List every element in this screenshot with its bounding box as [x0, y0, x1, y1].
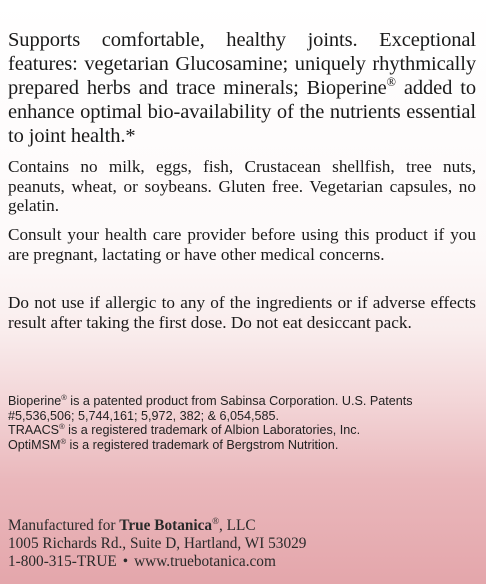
lead-description — [8, 28, 476, 148]
registered-mark: ® — [59, 421, 65, 431]
website-link[interactable]: www.truebotanica.com — [134, 553, 276, 570]
trademark-name: OptiMSM — [8, 437, 61, 452]
bullet-separator: • — [122, 553, 129, 570]
trademark-note — [8, 423, 478, 438]
lead-text: Supports comfortable, healthy joints. Exceptional features: vegetarian Glucosamine; uniquely rhythmically prepared herbs and trace minerals; Bioperine — [8, 29, 476, 99]
consult-warning: Consult your health care provider before using this product if you are pregnant, lactating or have other medical concerns. — [8, 225, 476, 264]
manufacturer-info — [8, 517, 478, 571]
lead-text-continued: added to enhance optimal bio-availability of the nutrients essential to joint health.* — [8, 77, 476, 147]
allergy-warning: Do not use if allergic to any of the ingredients or if adverse effects result after taking the first dose. Do not eat desiccant pack. — [8, 293, 476, 332]
trademark-name: TRAACS — [8, 423, 60, 437]
trademark-notes — [8, 394, 478, 452]
phone-number: 1-800-315-TRUE — [8, 553, 117, 570]
registered-mark: ® — [386, 75, 396, 90]
contact-line — [8, 553, 478, 571]
brand-name: True Botanica — [119, 517, 213, 534]
trademark-text: is a registered trademark of Albion Laboratories, Inc. — [64, 423, 361, 437]
trademark-text: is a patented product from Sabinsa Corporation. U.S. Patents #5,536,506; 5,744,161; 5,972, 382; & 6,054,585. — [8, 394, 413, 423]
manufacturer-prefix: Manufactured for — [8, 517, 120, 534]
manufacturer-line — [8, 517, 478, 535]
registered-mark: ® — [60, 436, 67, 446]
manufacturer-address: 1005 Richards Rd., Suite D, Hartland, WI 53029 — [8, 535, 307, 552]
registered-mark: ® — [212, 515, 220, 526]
trademark-note — [8, 394, 478, 423]
trademark-text: is a registered trademark of Bergstrom Nutrition. — [66, 437, 339, 452]
trademark-note — [8, 438, 478, 453]
registered-mark: ® — [61, 392, 67, 402]
trademark-name: Bioperine — [8, 394, 62, 408]
company-suffix: , LLC — [219, 517, 256, 534]
allergen-statement: Contains no milk, eggs, fish, Crustacean shellfish, tree nuts, peanuts, wheat, or soybeans. Gluten free. Vegetarian capsules, no gelatin. — [8, 157, 476, 215]
